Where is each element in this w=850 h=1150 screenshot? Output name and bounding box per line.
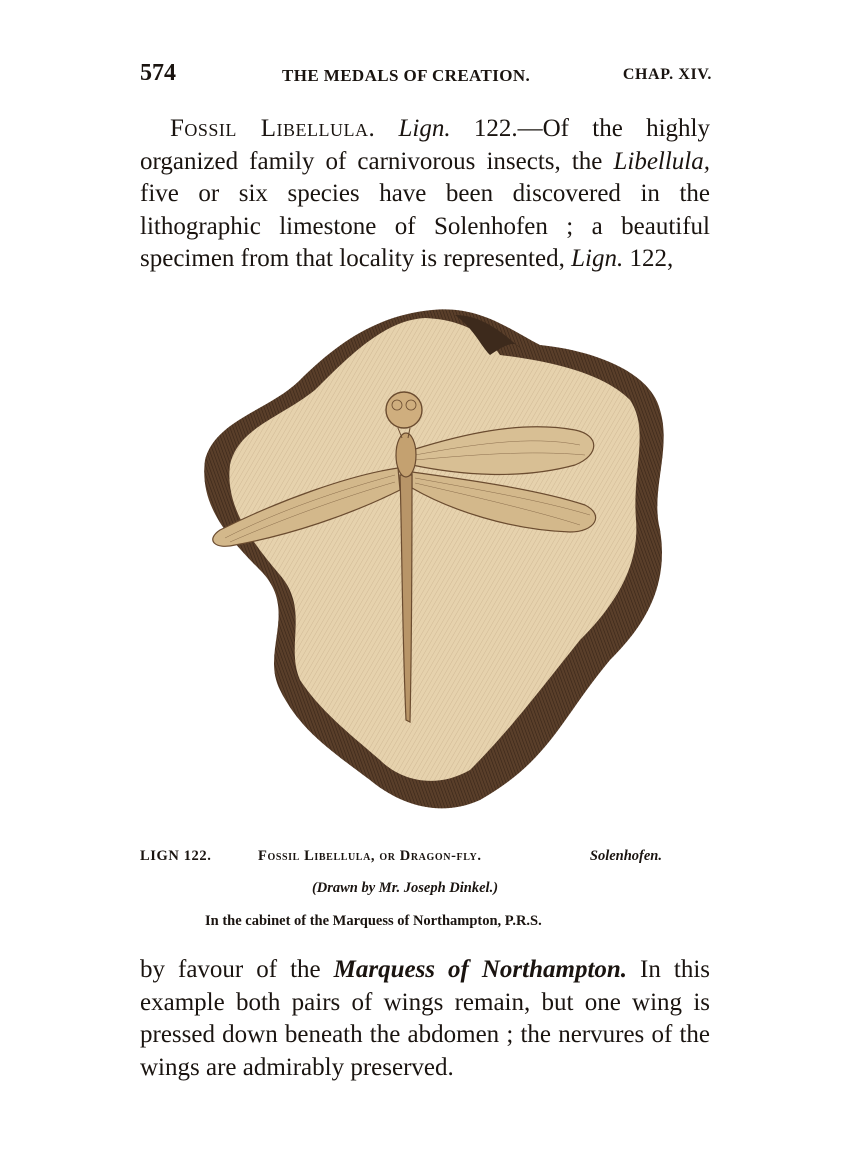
page-number: 574 [140, 60, 176, 86]
fossil-dragonfly-illustration [180, 300, 680, 820]
paragraph-top [140, 113, 710, 276]
page-header [140, 60, 712, 92]
figure-title: Fossil Libellula, or Dragon-fly. [258, 848, 482, 864]
figure-collection: In the cabinet of the Marquess of Northampton, P.R.S. [205, 913, 542, 929]
chapter-label: CHAP. XIV. [622, 66, 712, 83]
figure-label: LIGN 122. [140, 848, 212, 864]
paragraph-bottom-text: In this example both pairs of wings remain, but one wing is pressed down beneath the abdomen ; the nervures of the wings are admirably preserved. [140, 956, 710, 1081]
running-title: THE MEDALS OF CREATION. [282, 66, 531, 85]
paragraph-bottom [140, 954, 710, 1084]
figure-location: Solenhofen. [589, 848, 662, 864]
figure-ref-2: Lign. [571, 245, 624, 272]
figure-ref: Lign. [398, 115, 451, 142]
patron-name: Marquess of Northampton. [333, 956, 628, 983]
thorax [396, 433, 416, 477]
figure-caption-title [140, 848, 710, 868]
figure-ref-2-num: 122, [629, 245, 674, 272]
genus-name: Libellula, [613, 147, 711, 175]
paragraph-bottom-lead: by favour of the [140, 956, 321, 983]
figure-credit: (Drawn by Mr. Joseph Dinkel.) [311, 880, 499, 896]
paragraph-top-text-1: 122.—Of the highly organized family of carnivorous insects, the [140, 115, 710, 175]
stone-slab [204, 309, 663, 808]
head [386, 392, 422, 428]
paragraph-top-text-2: five or six species have been discovered in the lithographic limestone of Solenhofen ; a beautiful specimen from that locality is represented, [140, 180, 710, 272]
section-lead: Fossil Libellula. [170, 115, 376, 142]
